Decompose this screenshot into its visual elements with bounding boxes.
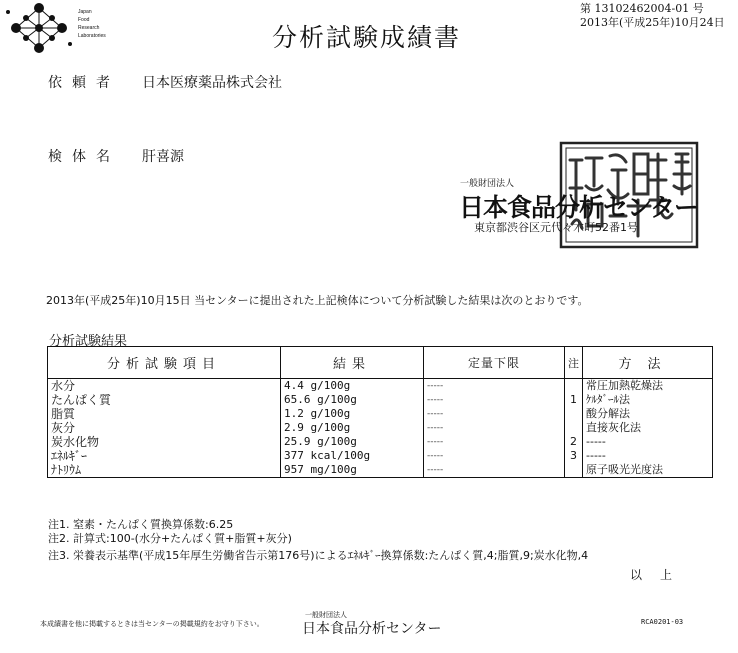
form-code: RCA0201-03 [641, 618, 684, 626]
footer-notice: 本成績書を他に掲載するときは当センターの掲載規約をお守り下さい。 [40, 620, 264, 628]
cell-limit: ----- [424, 393, 565, 407]
header-limit: 定量下限 [424, 347, 565, 379]
cell-result: 1.2 g/100g [281, 407, 424, 421]
cell-limit: ----- [424, 463, 565, 478]
header-method: 方法 [583, 347, 713, 379]
table-row [48, 393, 713, 407]
closing-mark: 以上 [630, 568, 691, 582]
cell-result: 65.6 g/100g [281, 393, 424, 407]
cell-method: ｹﾙﾀﾞｰﾙ法 [583, 393, 713, 407]
footer-organization-name: 日本食品分析センター [302, 621, 442, 637]
client-value: 日本医療薬品株式会社 [142, 75, 282, 91]
cell-limit: ----- [424, 449, 565, 463]
cell-note: 3 [565, 449, 583, 463]
cell-result: 4.4 g/100g [281, 379, 424, 394]
cell-result: 2.9 g/100g [281, 421, 424, 435]
cell-method: 常圧加熱乾燥法 [583, 379, 713, 394]
table-row [48, 449, 713, 463]
cell-item: 脂質 [48, 407, 281, 421]
cell-method: ----- [583, 435, 713, 449]
table-row [48, 407, 713, 421]
logo-line: Laboratories [78, 33, 106, 39]
jfrl-logo [4, 2, 112, 54]
cell-note: 2 [565, 435, 583, 449]
document-title: 分析試験成績書 [272, 23, 462, 52]
logo-line: Japan [78, 9, 92, 15]
header-note: 注 [565, 347, 583, 379]
header-item: 分析試験項目 [48, 347, 281, 379]
note-2: 注2. 計算式:100-(水分+たんぱく質+脂質+灰分) [48, 532, 292, 545]
table-row [48, 421, 713, 435]
cell-result: 957 mg/100g [281, 463, 424, 478]
client-label: 依頼者 [48, 75, 120, 91]
sample-value: 肝喜源 [142, 149, 184, 165]
cell-limit: ----- [424, 435, 565, 449]
organization-name: 日本食品分析センター [459, 193, 699, 222]
cell-limit: ----- [424, 421, 565, 435]
table-header-row [48, 347, 713, 379]
submission-statement: 2013年(平成25年)10月15日 当センターに提出された上記検体について分析試験した結果は次のとおりです。 [46, 294, 589, 307]
results-table [47, 346, 713, 478]
cell-method: 原子吸光光度法 [583, 463, 713, 478]
cell-limit: ----- [424, 379, 565, 394]
results-heading: 分析試験結果 [49, 334, 128, 349]
cell-note: 1 [565, 393, 583, 407]
note-3: 注3. 栄養表示基準(平成15年厚生労働省告示第176号)によるｴﾈﾙｷﾞｰ換算係数:たんぱく質,4;脂質,9;炭水化物,4 [48, 549, 589, 562]
table-row [48, 463, 713, 478]
logo-line: Food [78, 17, 90, 23]
cell-item: ｴﾈﾙｷﾞｰ [48, 449, 281, 463]
cell-item: ﾅﾄﾘｳﾑ [48, 463, 281, 478]
cell-method: 酸分解法 [583, 407, 713, 421]
note-1: 注1. 窒素・たんぱく質換算係数:6.25 [48, 518, 234, 531]
cell-note [565, 407, 583, 421]
report-date: 2013年(平成25年)10月24日 [580, 16, 725, 29]
logo-caption [78, 8, 106, 40]
logo-network-icon [4, 2, 74, 54]
cell-result: 25.9 g/100g [281, 435, 424, 449]
footer-organization-type: 一般財団法人 [305, 611, 347, 619]
cell-result: 377 kcal/100g [281, 449, 424, 463]
sample-label: 検体名 [48, 149, 120, 165]
table-row [48, 435, 713, 449]
table-row [48, 379, 713, 394]
logo-line: Research [78, 25, 100, 31]
cell-item: 炭水化物 [48, 435, 281, 449]
cell-note [565, 421, 583, 435]
cell-limit: ----- [424, 407, 565, 421]
cell-item: たんぱく質 [48, 393, 281, 407]
header-result: 結果 [281, 347, 424, 379]
cell-item: 水分 [48, 379, 281, 394]
cell-item: 灰分 [48, 421, 281, 435]
cell-note [565, 463, 583, 478]
organization-address: 東京都渋谷区元代々木町52番1号 [474, 221, 638, 234]
cell-method: 直接灰化法 [583, 421, 713, 435]
organization-type: 一般財団法人 [460, 179, 515, 189]
report-number: 第 13102462004-01 号 [580, 2, 704, 15]
cell-method: ----- [583, 449, 713, 463]
cell-note [565, 379, 583, 394]
